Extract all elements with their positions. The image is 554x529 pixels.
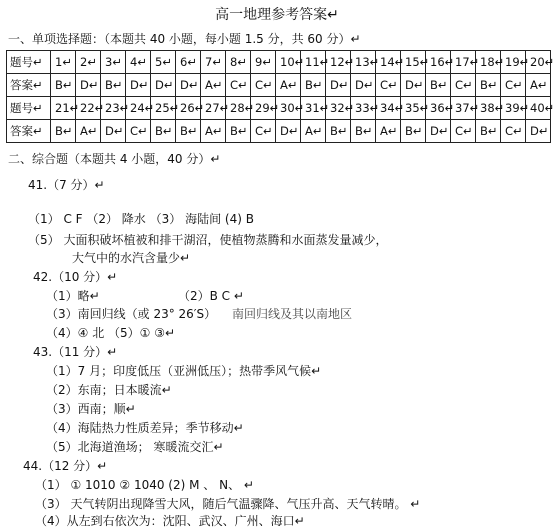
table-row xyxy=(7,74,551,97)
q43-heading: 43.（11 分）↵ xyxy=(33,345,118,359)
answer-cell: C↵ xyxy=(501,120,526,143)
table-row xyxy=(7,120,551,143)
section-1-heading: 一、单项选择题：（本题共 40 小题，每小题 1.5 分，共 60 分）↵ xyxy=(8,32,361,46)
answer-cell: B↵ xyxy=(151,120,176,143)
question-number-cell: 5↵ xyxy=(151,51,176,74)
answer-cell: A↵ xyxy=(526,74,551,97)
question-number-cell: 26↵ xyxy=(176,97,201,120)
q42-line-1b: （2）B C ↵ xyxy=(178,289,244,303)
answer-cell: B↵ xyxy=(401,120,426,143)
answer-cell: B↵ xyxy=(176,120,201,143)
page-title: 高一地理参考答案↵ xyxy=(215,7,339,23)
section-2-heading: 二、综合题（本题共 4 小题，40 分）↵ xyxy=(8,152,221,166)
q42-heading: 42.（10 分）↵ xyxy=(33,270,118,284)
question-number-cell: 2↵ xyxy=(76,51,101,74)
q41-line-3: 大气中的水汽含量少↵ xyxy=(72,251,191,265)
answer-cell: B↵ xyxy=(326,120,351,143)
answer-cell: B↵ xyxy=(101,74,126,97)
row-label: 答案↵ xyxy=(7,120,51,143)
question-number-cell: 27↵ xyxy=(201,97,226,120)
row-label: 题号↵ xyxy=(7,97,51,120)
question-number-cell: 24↵ xyxy=(126,97,151,120)
question-number-cell: 36↵ xyxy=(426,97,451,120)
question-number-cell: 19↵ xyxy=(501,51,526,74)
row-label: 题号↵ xyxy=(7,51,51,74)
question-number-cell: 40↵ xyxy=(526,97,551,120)
answer-cell: D↵ xyxy=(326,74,351,97)
question-number-cell: 20↵ xyxy=(526,51,551,74)
answer-cell: C↵ xyxy=(451,120,476,143)
answer-cell: D↵ xyxy=(276,120,301,143)
q43-line-4: （4）海陆热力性质差异；季节移动↵ xyxy=(46,421,244,435)
q42-line-2a: （3）南回归线（或 23° 26′S） xyxy=(46,307,217,321)
q41-line-1: （1） C F （2） 降水 （3） 海陆间 (4) B xyxy=(28,212,254,226)
answer-cell: C↵ xyxy=(126,120,151,143)
question-number-cell: 3↵ xyxy=(101,51,126,74)
answer-cell: D↵ xyxy=(126,74,151,97)
answer-cell: D↵ xyxy=(151,74,176,97)
answer-cell: D↵ xyxy=(76,74,101,97)
question-number-cell: 15↵ xyxy=(401,51,426,74)
q42-line-3: （4）④ 北 （5）① ③↵ xyxy=(46,326,176,340)
q44-line-2: （3） 天气转阴出现降雪大风，随后气温骤降、气压升高、天气转晴。 ↵ xyxy=(35,497,421,511)
question-number-cell: 31↵ xyxy=(301,97,326,120)
question-number-cell: 13↵ xyxy=(351,51,376,74)
answer-cell: B↵ xyxy=(476,74,501,97)
answer-cell: D↵ xyxy=(351,74,376,97)
answer-cell: B↵ xyxy=(301,74,326,97)
question-number-cell: 4↵ xyxy=(126,51,151,74)
answer-cell: A↵ xyxy=(276,74,301,97)
answer-cell: B↵ xyxy=(426,74,451,97)
row-label: 答案↵ xyxy=(7,74,51,97)
q43-line-2: （2）东南；日本暖流↵ xyxy=(46,383,172,397)
question-number-cell: 17↵ xyxy=(451,51,476,74)
answer-cell: D↵ xyxy=(526,120,551,143)
table-row xyxy=(7,51,551,74)
answer-table xyxy=(6,50,554,143)
question-number-cell: 14↵ xyxy=(376,51,401,74)
question-number-cell: 18↵ xyxy=(476,51,501,74)
question-number-cell: 37↵ xyxy=(451,97,476,120)
q41-heading: 41.（7 分）↵ xyxy=(28,178,105,192)
question-number-cell: 25↵ xyxy=(151,97,176,120)
q41-line-2: （5） 大面积破坏植被和排干湖沼，使植物蒸腾和水面蒸发量减少， xyxy=(28,233,388,247)
answer-cell: A↵ xyxy=(301,120,326,143)
answer-cell: B↵ xyxy=(226,120,251,143)
question-number-cell: 33↵ xyxy=(351,97,376,120)
q44-line-3: （4）从左到右依次为：沈阳、武汉、广州、海口↵ xyxy=(35,514,305,528)
answer-cell: C↵ xyxy=(451,74,476,97)
answer-cell: C↵ xyxy=(251,120,276,143)
question-number-cell: 34↵ xyxy=(376,97,401,120)
question-number-cell: 35↵ xyxy=(401,97,426,120)
question-number-cell: 30↵ xyxy=(276,97,301,120)
question-number-cell: 8↵ xyxy=(226,51,251,74)
answer-cell: A↵ xyxy=(376,120,401,143)
question-number-cell: 39↵ xyxy=(501,97,526,120)
q42-line-1a: （1）略↵ xyxy=(46,289,100,303)
question-number-cell: 21↵ xyxy=(51,97,76,120)
question-number-cell: 38↵ xyxy=(476,97,501,120)
q43-line-1: （1）7 月；印度低压（亚洲低压）；热带季风气候↵ xyxy=(46,364,322,378)
question-number-cell: 32↵ xyxy=(326,97,351,120)
answer-cell: B↵ xyxy=(51,120,76,143)
q42-line-2b: 南回归线及其以南地区 xyxy=(232,307,353,321)
question-number-cell: 10↵ xyxy=(276,51,301,74)
q43-line-3: （3）西南；顺↵ xyxy=(46,402,136,416)
question-number-cell: 11↵ xyxy=(301,51,326,74)
answer-cell: A↵ xyxy=(201,120,226,143)
table-row xyxy=(7,97,551,120)
question-number-cell: 23↵ xyxy=(101,97,126,120)
q44-heading: 44.（12 分）↵ xyxy=(23,459,108,473)
answer-cell: C↵ xyxy=(501,74,526,97)
question-number-cell: 1↵ xyxy=(51,51,76,74)
q44-line-1: （1） ① 1010 ② 1040 (2) M 、 N、 ↵ xyxy=(35,478,254,492)
question-number-cell: 6↵ xyxy=(176,51,201,74)
answer-cell: D↵ xyxy=(101,120,126,143)
answer-cell: C↵ xyxy=(376,74,401,97)
answer-cell: D↵ xyxy=(426,120,451,143)
question-number-cell: 9↵ xyxy=(251,51,276,74)
answer-cell: B↵ xyxy=(351,120,376,143)
answer-cell: B↵ xyxy=(51,74,76,97)
question-number-cell: 16↵ xyxy=(426,51,451,74)
answer-cell: A↵ xyxy=(201,74,226,97)
q43-line-5: （5）北海道渔场； 寒暖流交汇↵ xyxy=(46,440,224,454)
question-number-cell: 29↵ xyxy=(251,97,276,120)
question-number-cell: 22↵ xyxy=(76,97,101,120)
answer-cell: A↵ xyxy=(76,120,101,143)
answer-cell: C↵ xyxy=(226,74,251,97)
answer-cell: D↵ xyxy=(401,74,426,97)
answer-cell: B↵ xyxy=(476,120,501,143)
answer-cell: C↵ xyxy=(251,74,276,97)
question-number-cell: 28↵ xyxy=(226,97,251,120)
question-number-cell: 12↵ xyxy=(326,51,351,74)
answer-cell: D↵ xyxy=(176,74,201,97)
question-number-cell: 7↵ xyxy=(201,51,226,74)
